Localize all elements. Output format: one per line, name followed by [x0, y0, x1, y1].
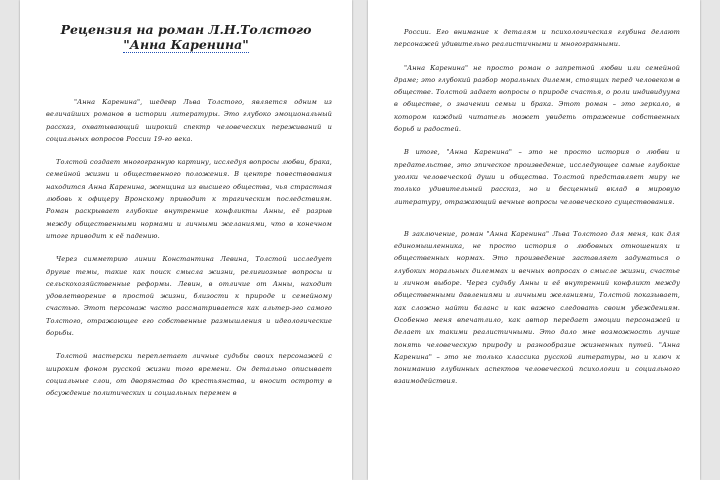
document-page-left — [20, 0, 352, 480]
paragraph: Толстой мастерски переплетает личные судьбы своих персонажей с широким фоном русской жизни того времени. Он детально описывает социальные слои, от дворянства до крестьянства, и вносит остроту в обсуждение политических и социальных перемен в — [46, 352, 332, 398]
page-body — [368, 0, 700, 388]
document-page-right — [368, 0, 700, 480]
title-line-2: "Анна Каренина" — [123, 37, 249, 52]
paragraph: "Анна Каренина", шедевр Льва Толстого, является одним из величайших романов в истории литературы. Это глубоко эмоциональный рассказ, охватывающий широкий спектр человеческих переживаний и социальных вопросов России 19-го века. — [46, 98, 332, 143]
paragraph: В заключение, роман "Анна Каренина" Льва Толстого для меня, как для единомышленника, не просто история о любовных отношениях и общественных нормах. Это произведение заставляет задуматься о глубоких моральных дилеммах и вечных вопросах о смысле жизни, счастье и личном выборе. Через судьбу Анны и её внутренний конфликт между общественными давлениями и личными желаниями, Толстой показывает, как сложно найти баланс и как важно следовать своим убеждениям. Особенно меня впечатлило, как автор передает эмоции персонажей и делает их такими реалистичными. Это дало мне возможность лучше понять человеческую природу и разнообразие жизненных путей. "Анна Каренина" – это не только классика русской литературы, но и ключ к пониманию глубинных аспектов человеческой психологии и социального взаимодействия. — [394, 229, 680, 386]
paragraph: В итоге, "Анна Каренина" – это не просто история о любви и предательстве, это эпическое произведение, исследующее самые глубокие уголки человеческой души и общества. Толстой представляет миру не только удивительный рассказ, но и бесценный вклад в мировую литературу, отражающий вечные вопросы человеческого существования. — [394, 148, 680, 206]
paragraph: "Анна Каренина" не просто роман о запретной любви или семейной драме; это глубокий разбор моральных дилемм, стоящих перед человеком в обществе. Толстой задает вопросы о природе счастья, о роли индивидуума в обществе, о значении семьи и брака. Этот роман – это зеркало, в котором каждый читатель может увидеть отражение собственных борьб и радостей. — [394, 63, 680, 134]
paragraph: Толстой создает многогранную картину, исследуя вопросы любви, брака, семейной жизни и общественного положения. В центре повествования находится Анна Каренина, женщина из высшего общества, чья страстная любовь к офицеру Вронскому приводит к трагическим последствиям. Роман раскрывает глубокие внутренние конфликты Анны, её разрыв между общественными нормами и личными желаниями, что в конечном итоге приводит к её падению. — [46, 158, 332, 240]
paragraph-gap — [394, 219, 680, 228]
paragraph: России. Его внимание к деталям и психологическая глубина делают персонажей удивительно реалистичными и многогранными. — [394, 28, 680, 49]
page-body — [20, 52, 352, 400]
document-title — [20, 0, 352, 52]
paragraph: Через симметрию линии Константина Левина, Толстой исследует другие темы, такие как поиск смысла жизни, религиозные вопросы и сельскохозяйственные реформы. Левин, в отличие от Анны, находит удовлетворение в простой жизни, близости к природе и семейному счастью. Этот персонаж часто рассматривается как альтер-эго самого Толстого, отражающее его собственные размышления и идеологические борьбы. — [46, 255, 332, 338]
title-line-1: Рецензия на роман Л.Н.Толстого — [60, 22, 312, 37]
